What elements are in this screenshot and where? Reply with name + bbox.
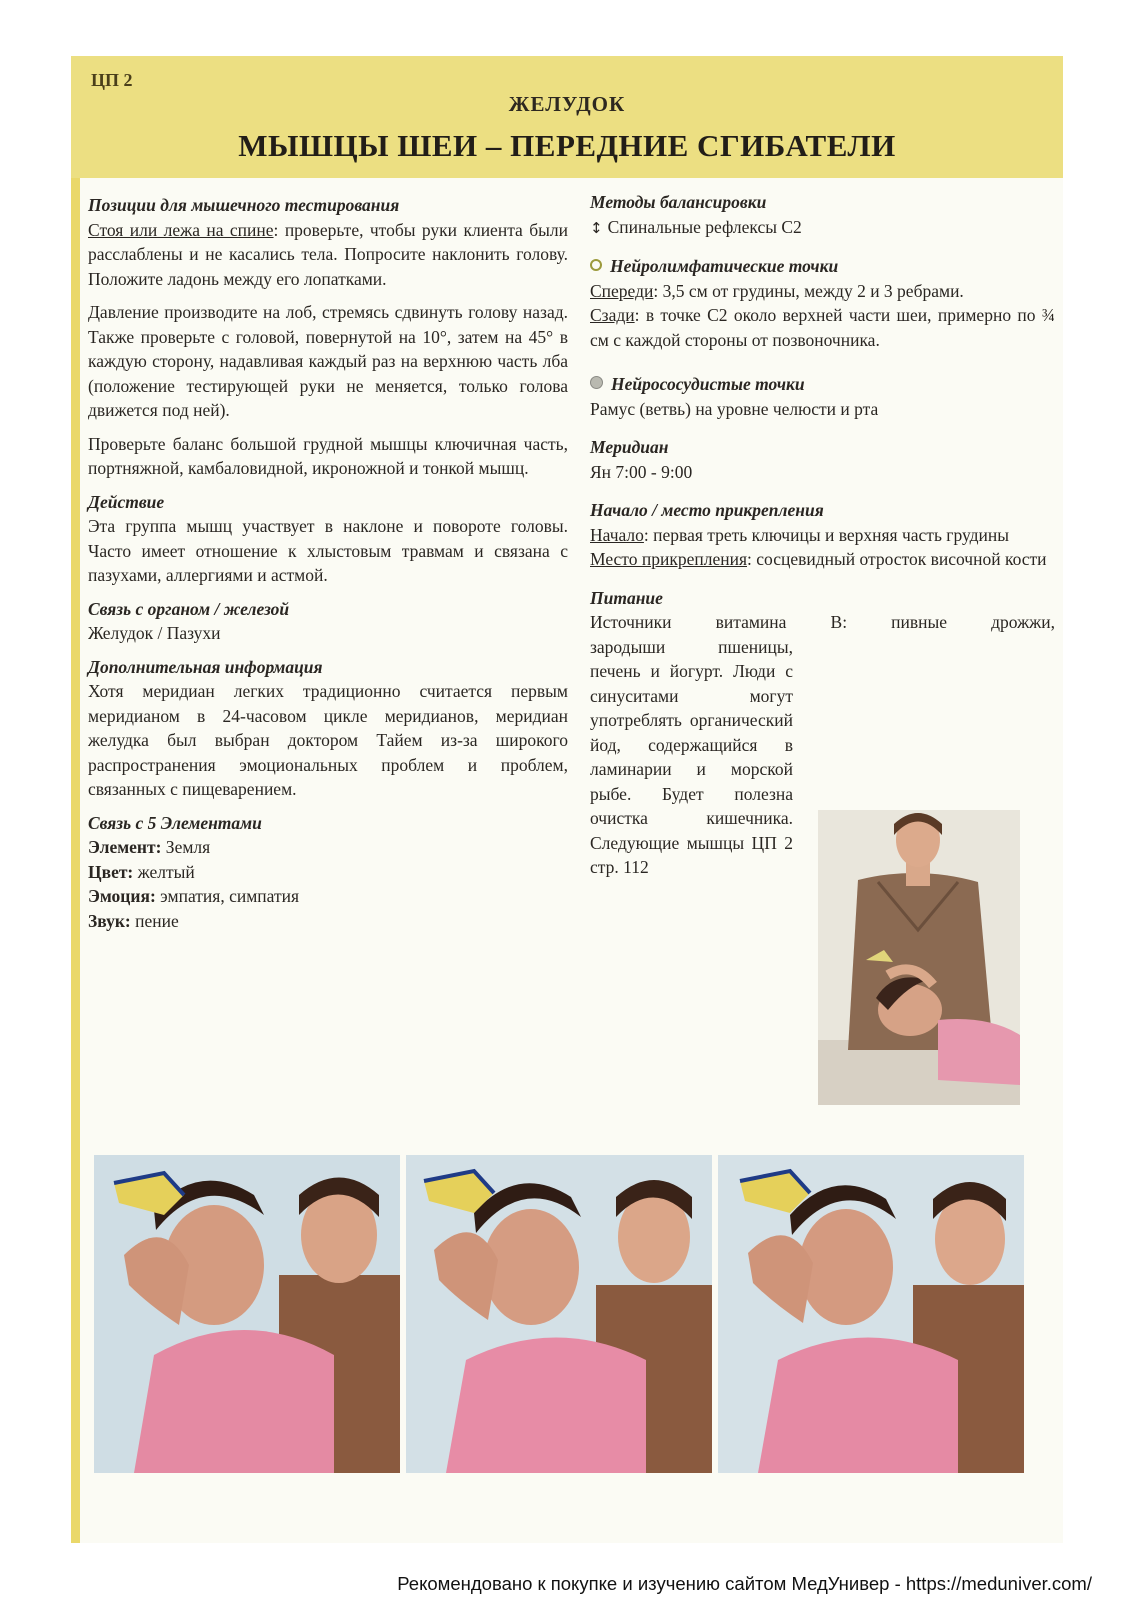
lymph-front: Спереди: 3,5 см от грудины, между 2 и 3 ребрами.	[590, 280, 964, 301]
elements-heading: Связь с 5 Элементами	[88, 812, 262, 833]
testing-heading: Позиции для мышечного тестирования	[88, 195, 400, 215]
element-row: Элемент: Земля	[88, 837, 211, 857]
photo-test-turn-45	[718, 1155, 1024, 1473]
color-row: Цвет: желтый	[88, 861, 195, 882]
nutrition-line-1: Источники витамина B: пивные дрожжи,	[590, 612, 1055, 632]
lymph-back: Сзади: в точке С2 около верхней части шеи, примерно по ¾ см с каждой стороны от позвоночника.	[590, 305, 1055, 350]
balance-heading: Методы балансировки	[590, 192, 767, 212]
organ-text: Желудок / Пазухи	[88, 623, 221, 643]
origin-start: Начало: первая треть ключицы и верхняя часть грудины	[590, 524, 1010, 545]
filled-bullet-icon	[590, 376, 603, 389]
action-text: Эта группа мышц участвует в наклоне и повороте головы. Часто имеет отношение к хлыстовым травмам и связана с пазухами, аллергиями и астмой.	[88, 516, 568, 585]
page-subtitle: ЖЕЛУДОК	[508, 92, 626, 116]
vascular-heading: Нейрососудистые точки	[611, 374, 805, 394]
page-title: МЫШЦЫ ШЕИ – ПЕРЕДНИЕ СГИБАТЕЛИ	[238, 128, 896, 163]
sound-row: Звук: пение	[88, 910, 179, 931]
lymph-heading-row	[590, 254, 1055, 279]
emotion-row: Эмоция: эмпатия, симпатия	[88, 886, 300, 906]
photo-test-turn-10	[406, 1155, 712, 1473]
meridian-text: Ян 7:00 - 9:00	[590, 461, 693, 482]
vascular-heading-row	[590, 372, 1055, 397]
testing-paragraph-2: Давление производите на лоб, стремясь сдвинуть голову назад. Также проверьте с головой, повернутой на 10°, затем на 45° в каждую сторону, надавливая каждый раз на верхнюю часть лба (положение тестирующей руки не меняется, только голова движется под ней).	[88, 302, 568, 420]
page-header	[71, 56, 1063, 178]
balance-text-row	[590, 215, 1055, 241]
organ-heading: Связь с органом / железой	[88, 598, 290, 619]
footer-recommendation: Рекомендовано к покупке и изучению сайтом МедУнивер - https://meduniver.com/	[397, 1573, 1092, 1594]
origin-attach: Место прикрепления: сосцевидный отросток височной кости	[590, 549, 1047, 569]
left-column	[88, 193, 568, 933]
nutrition-heading: Питание	[590, 587, 663, 608]
up-down-arrow-icon: ↕	[590, 218, 603, 237]
vascular-text: Рамус (ветвь) на уровне челюсти и рта	[590, 398, 879, 419]
ring-bullet-icon	[590, 259, 602, 271]
lymph-heading: Нейролимфатические точки	[610, 256, 839, 276]
photo-lying-test	[818, 810, 1020, 1105]
testing-paragraph-1	[88, 218, 568, 292]
left-color-bar	[71, 56, 80, 1543]
meridian-heading: Меридиан	[590, 437, 669, 457]
action-heading: Действие	[88, 491, 165, 512]
nutrition-text: зародыши пшеницы, печень и йогурт. Люди с синуситами могут употреблять органический йод, содержащийся в ламинарии и морской рыбе. Будет полезна очистка кишечника. Следующие мышцы ЦП 2 стр. 112	[590, 636, 793, 877]
extra-info-heading: Дополнительная информация	[88, 656, 323, 677]
testing-position-label: Стоя или лежа на спине	[88, 219, 274, 240]
photo-strip	[94, 1155, 1024, 1473]
testing-paragraph-3: Проверьте баланс большой грудной мышцы ключичная часть, портняжной, камбаловидной, икроножной и тонкой мышц.	[88, 433, 568, 478]
balance-text: Спинальные рефлексы С2	[607, 216, 802, 237]
origin-heading: Начало / место прикрепления	[590, 500, 824, 520]
testing-position-text: : проверьте, чтобы руки клиента были расслаблены и не касались тела. Попросите наклонить голову. Положите ладонь между его лопатками.	[88, 219, 568, 289]
extra-info-text: Хотя меридиан легких традиционно считается первым меридианом в 24-часовом цикле меридианов, меридиан желудка был выбран доктором Тайем из-за широкого распространения эмоциональных проблем и проблем, связанных с пищеварением.	[88, 681, 568, 799]
photo-test-neutral	[94, 1155, 400, 1473]
right-column	[590, 190, 1055, 880]
chapter-code: ЦП 2	[91, 70, 133, 90]
